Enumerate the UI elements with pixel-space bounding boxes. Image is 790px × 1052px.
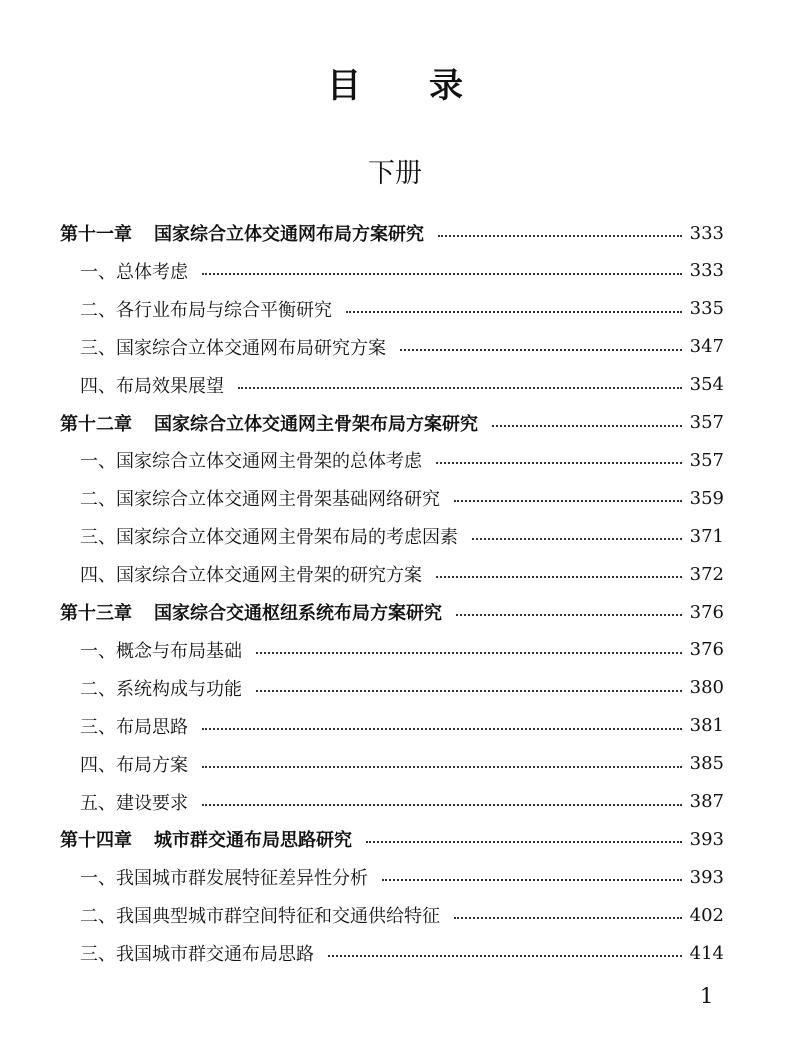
toc-section-row [60, 896, 724, 934]
dot-leader [366, 839, 682, 843]
dot-leader [346, 309, 682, 313]
toc-entry-title: 一、国家综合立体交通网主骨架的总体考虑 [80, 451, 422, 473]
toc-entry-title: 二、我国典型城市群空间特征和交通供给特征 [80, 906, 440, 928]
toc-entry-label [80, 447, 422, 473]
toc-page-number: 393 [689, 828, 724, 850]
toc-entry-title: 城市群交通布局思路研究 [154, 830, 352, 852]
dot-leader [436, 574, 682, 578]
toc-entry-title: 国家综合立体交通网主骨架布局方案研究 [154, 413, 478, 435]
dot-leader [438, 233, 682, 237]
toc-section-row [60, 783, 724, 821]
page-title-char-2: 录 [429, 66, 463, 106]
toc-page-number: 380 [689, 677, 724, 699]
dot-leader [382, 877, 682, 881]
toc-section-row [60, 669, 724, 707]
dot-leader [400, 347, 682, 351]
toc-entry-label [60, 826, 352, 852]
toc-page-number: 381 [689, 715, 724, 737]
toc-section-row [60, 707, 724, 745]
toc-entry-label [80, 675, 242, 701]
toc-entry-label [80, 334, 386, 360]
toc-entry-title: 三、我国城市群交通布局思路 [80, 944, 314, 966]
toc-page-number: 354 [689, 374, 724, 396]
toc-entry-label [80, 637, 242, 663]
toc-page-number: 335 [689, 298, 724, 320]
toc-page-number: 414 [689, 942, 724, 964]
toc-entry-title: 三、布局思路 [80, 716, 188, 738]
toc-entry-title: 三、国家综合立体交通网布局研究方案 [80, 337, 386, 359]
toc-section-row [60, 328, 724, 366]
toc-entry-label [60, 599, 442, 625]
toc-entry-title: 二、国家综合立体交通网主骨架基础网络研究 [80, 489, 440, 511]
toc-section-row [60, 441, 724, 479]
toc-chapter-number: 第十四章 [60, 830, 132, 852]
toc-entry-label [80, 713, 188, 739]
toc-entry-title: 二、系统构成与功能 [80, 678, 242, 700]
toc-entry-label [80, 561, 422, 587]
toc-entry-label [80, 789, 188, 815]
toc-chapter-row [60, 820, 724, 858]
toc-section-row [60, 290, 724, 328]
toc-chapter-number: 第十二章 [60, 413, 132, 435]
page-title-char-1: 目 [327, 66, 361, 106]
toc-page-number: 333 [689, 260, 724, 282]
dot-leader [456, 612, 682, 616]
toc-page-number: 333 [689, 222, 724, 244]
toc-entry-label [80, 751, 188, 777]
toc-entry-title: 五、建设要求 [80, 792, 188, 814]
dot-leader [454, 915, 682, 919]
dot-leader [256, 688, 682, 692]
dot-leader [436, 460, 682, 464]
toc-page-number: 387 [689, 791, 724, 812]
dot-leader [202, 271, 682, 275]
toc-chapter-number: 第十一章 [60, 224, 132, 245]
toc-entry-label [80, 258, 188, 284]
toc-entry-title: 四、国家综合立体交通网主骨架的研究方案 [80, 565, 422, 587]
toc-entry-label [80, 372, 224, 398]
toc-section-row [60, 745, 724, 783]
toc-chapter-row [60, 404, 724, 442]
toc-page-number: 402 [689, 904, 724, 926]
toc-entry-label [80, 902, 440, 928]
toc-entry-label [80, 523, 458, 549]
toc-entry-label [80, 485, 440, 511]
toc-section-row [60, 366, 724, 404]
dot-leader [202, 726, 682, 730]
toc-entry-title: 一、总体考虑 [80, 261, 188, 283]
toc-page-number: 385 [689, 753, 724, 775]
toc-page-number: 357 [689, 412, 724, 433]
dot-leader [328, 953, 682, 957]
dot-leader [492, 423, 682, 427]
page-number: 1 [700, 984, 714, 1008]
toc-chapter-number: 第十三章 [60, 603, 132, 624]
toc-entry-label [60, 220, 424, 246]
toc-entry-title: 国家综合交通枢纽系统布局方案研究 [154, 603, 442, 624]
toc-section-row [60, 555, 724, 593]
toc-entry-title: 国家综合立体交通网布局方案研究 [154, 224, 424, 245]
dot-leader [238, 385, 682, 389]
toc-entry-title: 四、布局效果展望 [80, 375, 224, 397]
toc-entry-title: 三、国家综合立体交通网主骨架布局的考虑因素 [80, 527, 458, 549]
toc-page-number: 347 [689, 336, 724, 358]
page-title [0, 58, 790, 107]
toc-chapter-row [60, 214, 724, 252]
toc-entry-title: 二、各行业布局与综合平衡研究 [80, 299, 332, 321]
volume-heading: 下册 [368, 158, 422, 189]
toc-section-row [60, 252, 724, 290]
toc-section-row [60, 858, 724, 896]
toc-entry-label [80, 296, 332, 322]
toc-entry-label [60, 410, 478, 436]
toc-page-number: 372 [689, 563, 724, 585]
toc-entry-title: 四、布局方案 [80, 754, 188, 776]
toc-section-row [60, 934, 724, 972]
toc-entry-label [80, 864, 368, 890]
toc-section-row [60, 479, 724, 517]
dot-leader [202, 764, 682, 768]
toc-page-number: 376 [689, 601, 724, 623]
toc-chapter-row [60, 593, 724, 631]
dot-leader [472, 536, 682, 540]
dot-leader [454, 498, 682, 502]
toc-page-number: 357 [689, 449, 724, 471]
toc-section-row [60, 517, 724, 555]
toc-page-number: 371 [689, 525, 724, 547]
dot-leader [202, 802, 682, 806]
toc-page-number: 359 [689, 487, 724, 509]
toc-section-row [60, 631, 724, 669]
toc-page-number: 393 [689, 866, 724, 888]
toc-page-number: 376 [689, 639, 724, 661]
toc-entry-title: 一、概念与布局基础 [80, 640, 242, 662]
toc-entry-label [80, 940, 314, 966]
toc-entry-title: 一、我国城市群发展特征差异性分析 [80, 868, 368, 890]
dot-leader [256, 650, 682, 654]
